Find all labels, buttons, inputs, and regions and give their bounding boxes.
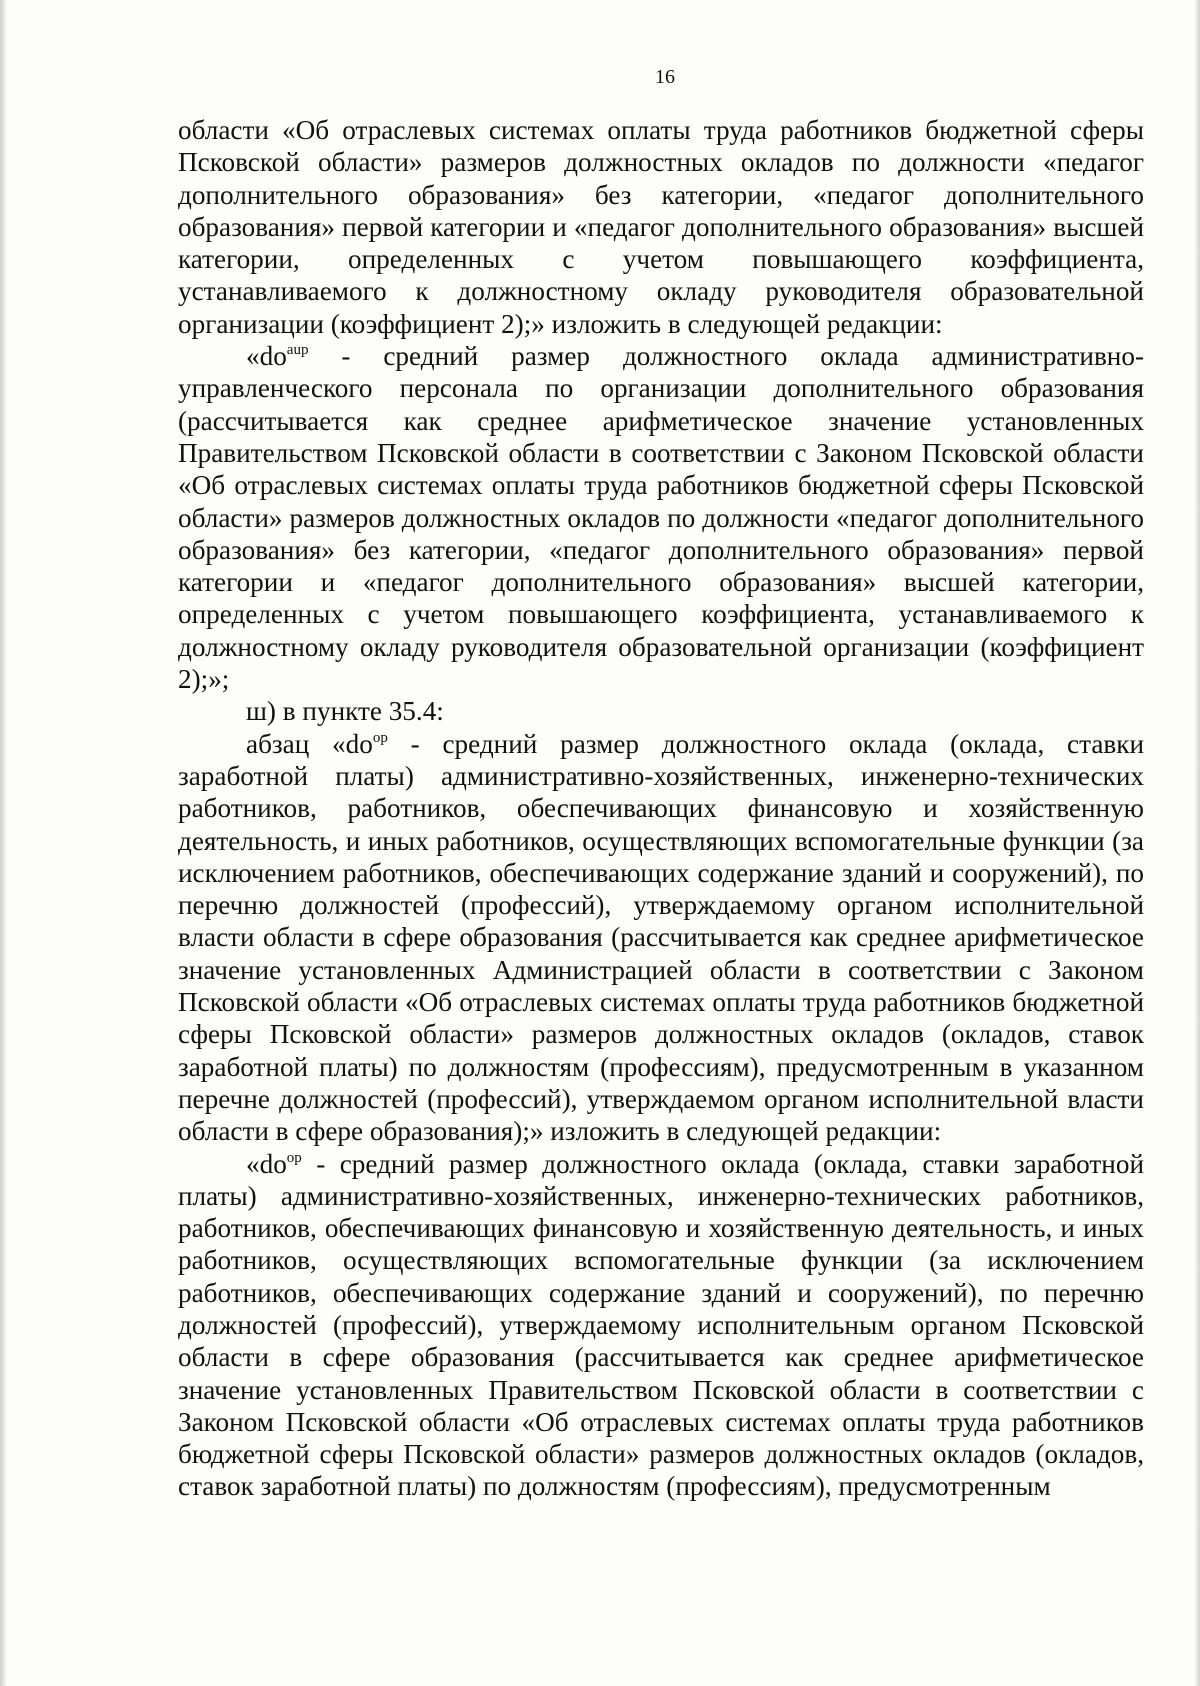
superscript-index: op [372,729,388,746]
superscript-index: op [286,1149,302,1166]
paragraph-p4 [178,728,1144,1148]
paragraph-p2 [178,340,1144,695]
paragraph-text: области «Об отраслевых системах оплаты труда работников бюджетной сферы Псковской области» размеров должностных окладов по должности «педагог дополнительного образования» без категории, «педагог дополнительного образования» первой категории и «педагог дополнительного образования» высшей категории, определенных с учетом повышающего коэффициента, устанавливаемого к должностному окладу руководителя образовательной организации (коэффициент 2);» изложить в следующей редакции: [178,115,1144,339]
superscript-index: aup [286,342,309,359]
paragraph-text: абзац «do [246,728,373,759]
paragraph-p5 [178,1148,1144,1503]
page-number: 16 [655,66,675,88]
scan-edge-left [0,0,6,1686]
paragraph-text: ш) в пункте 35.4: [246,696,444,727]
document-body [178,114,1144,1503]
paragraph-p1 [178,114,1144,340]
paragraph-text: «do [246,341,287,372]
scan-edge-right [1195,0,1200,1686]
paragraph-text: «do [246,1148,287,1179]
paragraph-p3 [178,695,1144,727]
paragraph-text: - средний размер должностного оклада (оклада, ставки заработной платы) административно-хозяйственных, инженерно-технических работников, работников, обеспечивающих финансовую и хозяйственную деятельность, и иных работников, осуществляющих вспомогательные функции (за исключением работников, обеспечивающих содержание зданий и сооружений), по перечню должностей (профессий), утверждаемому органом исполнительной власти области в сфере образования (рассчитывается как среднее арифметическое значение установленных Администрацией области в соответствии с Законом Псковской области «Об отраслевых системах оплаты труда работников бюджетной сферы Псковской области» размеров должностных окладов (окладов, ставок заработной платы) по должностям (профессиям), предусмотренным в указанном перечне должностей (профессий), утверждаемом органом исполнительной власти области в сфере образования);» изложить в следующей редакции: [178,728,1144,1147]
paragraph-text: - средний размер должностного оклада административно-управленческого персонала по организации дополнительного образования (рассчитывается как среднее арифметическое значение установленных Правительством Псковской области в соответствии с Законом Псковской области «Об отраслевых системах оплаты труда работников бюджетной сферы Псковской области» размеров должностных окладов по должности «педагог дополнительного образования» без категории, «педагог дополнительного образования» первой категории и «педагог дополнительного образования» высшей категории, определенных с учетом повышающего коэффициента, устанавливаемого к должностному окладу руководителя образовательной организации (коэффициент 2);»; [178,341,1144,695]
paragraph-text: - средний размер должностного оклада (оклада, ставки заработной платы) административно-хозяйственных, инженерно-технических работников, работников, обеспечивающих финансовую и хозяйственную деятельность, и иных работников, осуществляющих вспомогательные функции (за исключением работников, обеспечивающих содержание зданий и сооружений), по перечню должностей (профессий), утверждаемому исполнительным органом Псковской области в сфере образования (рассчитывается как среднее арифметическое значение установленных Правительством Псковской области в соответствии с Законом Псковской области «Об отраслевых системах оплаты труда работников бюджетной сферы Псковской области» размеров должностных окладов (окладов, ставок заработной платы) по должностям (профессиям), предусмотренным [178,1148,1144,1502]
